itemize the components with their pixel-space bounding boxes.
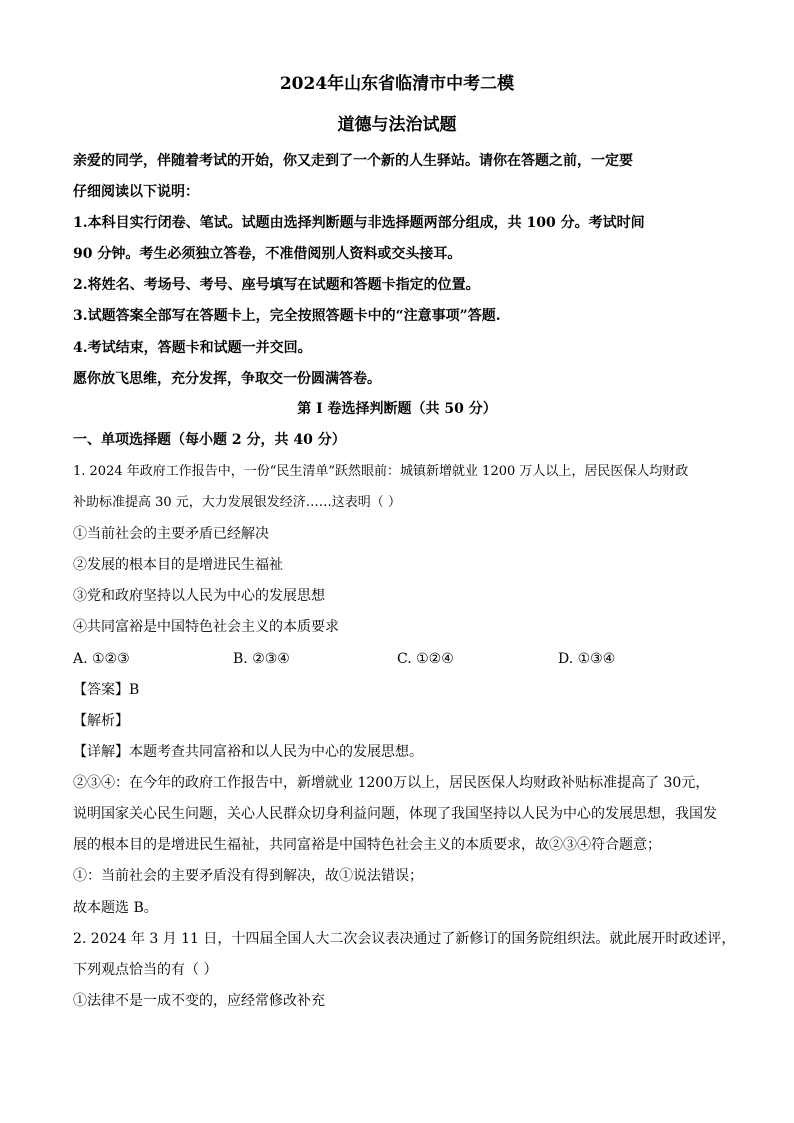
- q2-stem-line-1: 2. 2024 年 3 月 11 日，十四届全国人大二次会议表决通过了新修订的国务院组织法。就此展开时政述评，: [73, 931, 736, 947]
- q1-option-d: D. ①③④: [558, 651, 616, 667]
- q1-explanation-line-4: ①：当前社会的主要矛盾没有得到解决，故①说法错误；: [73, 868, 423, 884]
- exam-title: 2024年山东省临清市中考二模: [279, 74, 515, 94]
- closing-line: 愿你放飞思维，充分发挥，争取交一份圆满答卷。: [73, 371, 381, 387]
- q1-detail: 【详解】本题考查共同富裕和以人民为中心的发展思想。: [73, 744, 423, 760]
- exam-subtitle: 道德与法治试题: [337, 115, 457, 135]
- instruction-4: 4.考试结束，答题卡和试题一并交回。: [73, 340, 312, 356]
- q1-conclusion: 故本题选 B。: [73, 900, 158, 916]
- q1-statement-1: ①当前社会的主要矛盾已经解决: [73, 526, 269, 542]
- q1-explanation-line-3: 展的根本目的是增进民生福祉，共同富裕是中国特色社会主义的本质要求，故②③④符合题意；: [73, 837, 661, 853]
- q1-stem-line-1: 1. 2024 年政府工作报告中，一份“民生清单”跃然眼前：城镇新增就业 1200 万人以上，居民医保人均财政: [73, 464, 689, 479]
- instruction-2: 2.将姓名、考场号、考号、座号填写在试题和答题卡指定的位置。: [73, 277, 480, 293]
- q1-answer: 【答案】B: [73, 682, 140, 698]
- instruction-3: 3.试题答案全部写在答题卡上，完全按照答题卡中的“注意事项”答题.: [73, 308, 501, 324]
- q1-option-a: A. ①②③: [73, 651, 130, 667]
- q1-statement-3: ③党和政府坚持以人民为中心的发展思想: [73, 588, 325, 604]
- q1-statement-4: ④共同富裕是中国特色社会主义的本质要求: [73, 619, 339, 635]
- q2-stem-line-2: 下列观点恰当的有（ ）: [73, 962, 218, 978]
- q2-statement-1: ①法律不是一成不变的，应经常修改补充: [73, 993, 325, 1009]
- section-heading: 一、单项选择题（每小题 2 分，共 40 分）: [73, 432, 346, 448]
- instruction-1-line-1: 1.本科目实行闭卷、笔试。试题由选择判断题与非选择题两部分组成，共 100 分。考试时间: [73, 215, 645, 231]
- q1-statement-2: ②发展的根本目的是增进民生福祉: [73, 557, 283, 573]
- q1-explanation-line-2: 说明国家关心民生问题，关心人民群众切身利益问题，体现了我国坚持以人民为中心的发展思想，我国发: [73, 806, 717, 822]
- part-title: 第 I 卷选择判断题（共 50 分）: [297, 401, 497, 417]
- q1-option-c: C. ①②④: [397, 651, 454, 667]
- intro-line-2: 仔细阅读以下说明：: [73, 184, 199, 200]
- q1-explanation-line-1: ②③④：在今年的政府工作报告中，新增就业 1200万以上，居民医保人均财政补贴标准提高了 30元，: [73, 775, 710, 791]
- q1-stem-line-2: 补助标准提高 30 元，大力发展银发经济……这表明（ ）: [73, 495, 401, 510]
- q1-analysis-label: 【解析】: [73, 713, 129, 729]
- instruction-1-line-2: 90 分钟。考生必须独立答卷，不准借阅别人资料或交头接耳。: [73, 246, 462, 262]
- q1-option-b: B. ②③④: [233, 651, 290, 667]
- intro-line-1: 亲爱的同学，伴随着考试的开始，你又走到了一个新的人生驿站。请你在答题之前，一定要: [73, 153, 633, 169]
